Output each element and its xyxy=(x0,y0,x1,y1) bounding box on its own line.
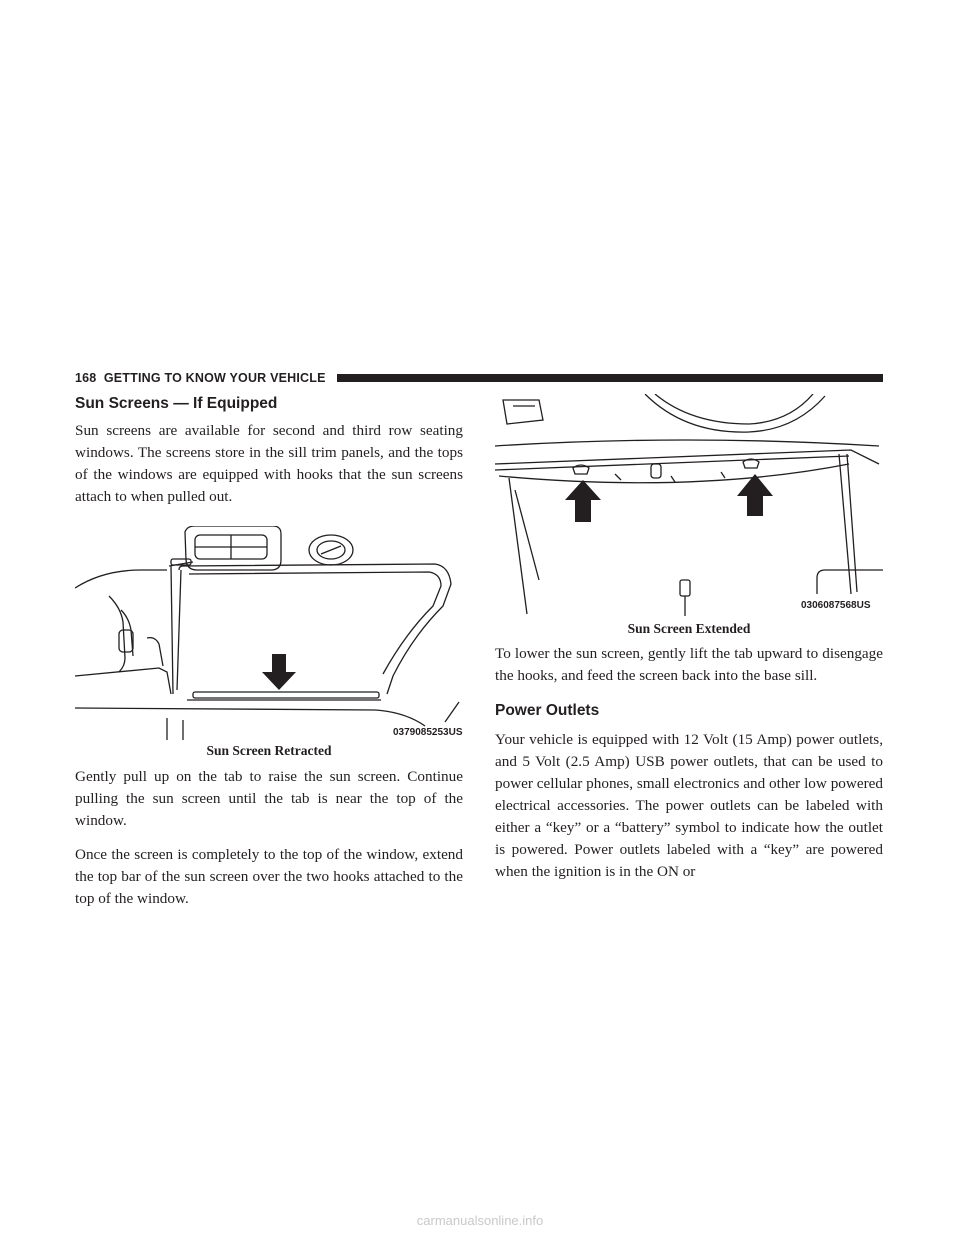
figure-sun-screen-extended xyxy=(495,394,883,616)
sun-screen-retracted-illustration xyxy=(75,526,463,740)
power-outlets-body: Your vehicle is equipped with 12 Volt (15 Amp) power outlets, and 5 Volt (2.5 Amp) USB power outlets, that can be used to power cellular phones, small electronics and other low powered electrical accessories. The power outlets can be labeled with either a “key” or a “battery” symbol to indicate how the outlet is powered. Power outlets labeled with a “key” are powered when the ignition is in the ON or xyxy=(495,731,883,880)
figure-sun-screen-retracted xyxy=(75,526,463,740)
section-title: GETTING TO KNOW YOUR VEHICLE xyxy=(103,371,326,385)
down-arrow-icon xyxy=(262,654,296,690)
figure-code: 0306087568US xyxy=(801,600,871,611)
watermark: carmanualsonline.info xyxy=(416,1213,544,1228)
figure-code: 0379085253US xyxy=(393,727,463,738)
page-header xyxy=(75,370,883,386)
figure-caption: Sun Screen Retracted xyxy=(206,743,332,758)
left-column xyxy=(75,394,463,910)
paragraph-raise: Gently pull up on the tab to raise the sun screen. Continue pulling the sun screen until the tab is near the top of the window. xyxy=(75,768,463,829)
paragraph-lower: To lower the sun screen, gently lift the tab upward to disengage the hooks, and feed the screen back into the base sill. xyxy=(495,645,883,684)
up-arrow-icon xyxy=(565,480,601,522)
page-header-text xyxy=(75,370,326,386)
figure-caption: Sun Screen Extended xyxy=(627,621,751,636)
power-outlets-heading: Power Outlets xyxy=(495,702,600,719)
right-column xyxy=(495,394,883,883)
up-arrow-icon xyxy=(737,474,773,516)
header-rule xyxy=(337,374,883,382)
sun-screen-extended-illustration xyxy=(495,394,883,616)
page-number: 168 xyxy=(75,371,97,385)
paragraph-extend: Once the screen is completely to the top of the window, extend the top bar of the sun screen over the two hooks attached to the top of the window. xyxy=(75,846,463,907)
sun-screens-intro: Sun screens are available for second and third row seating windows. The screens store in the sill trim panels, and the tops of the windows are equipped with hooks that the sun screens attach to when pulled out. xyxy=(75,422,463,505)
sun-screens-heading: Sun Screens — If Equipped xyxy=(75,395,278,412)
